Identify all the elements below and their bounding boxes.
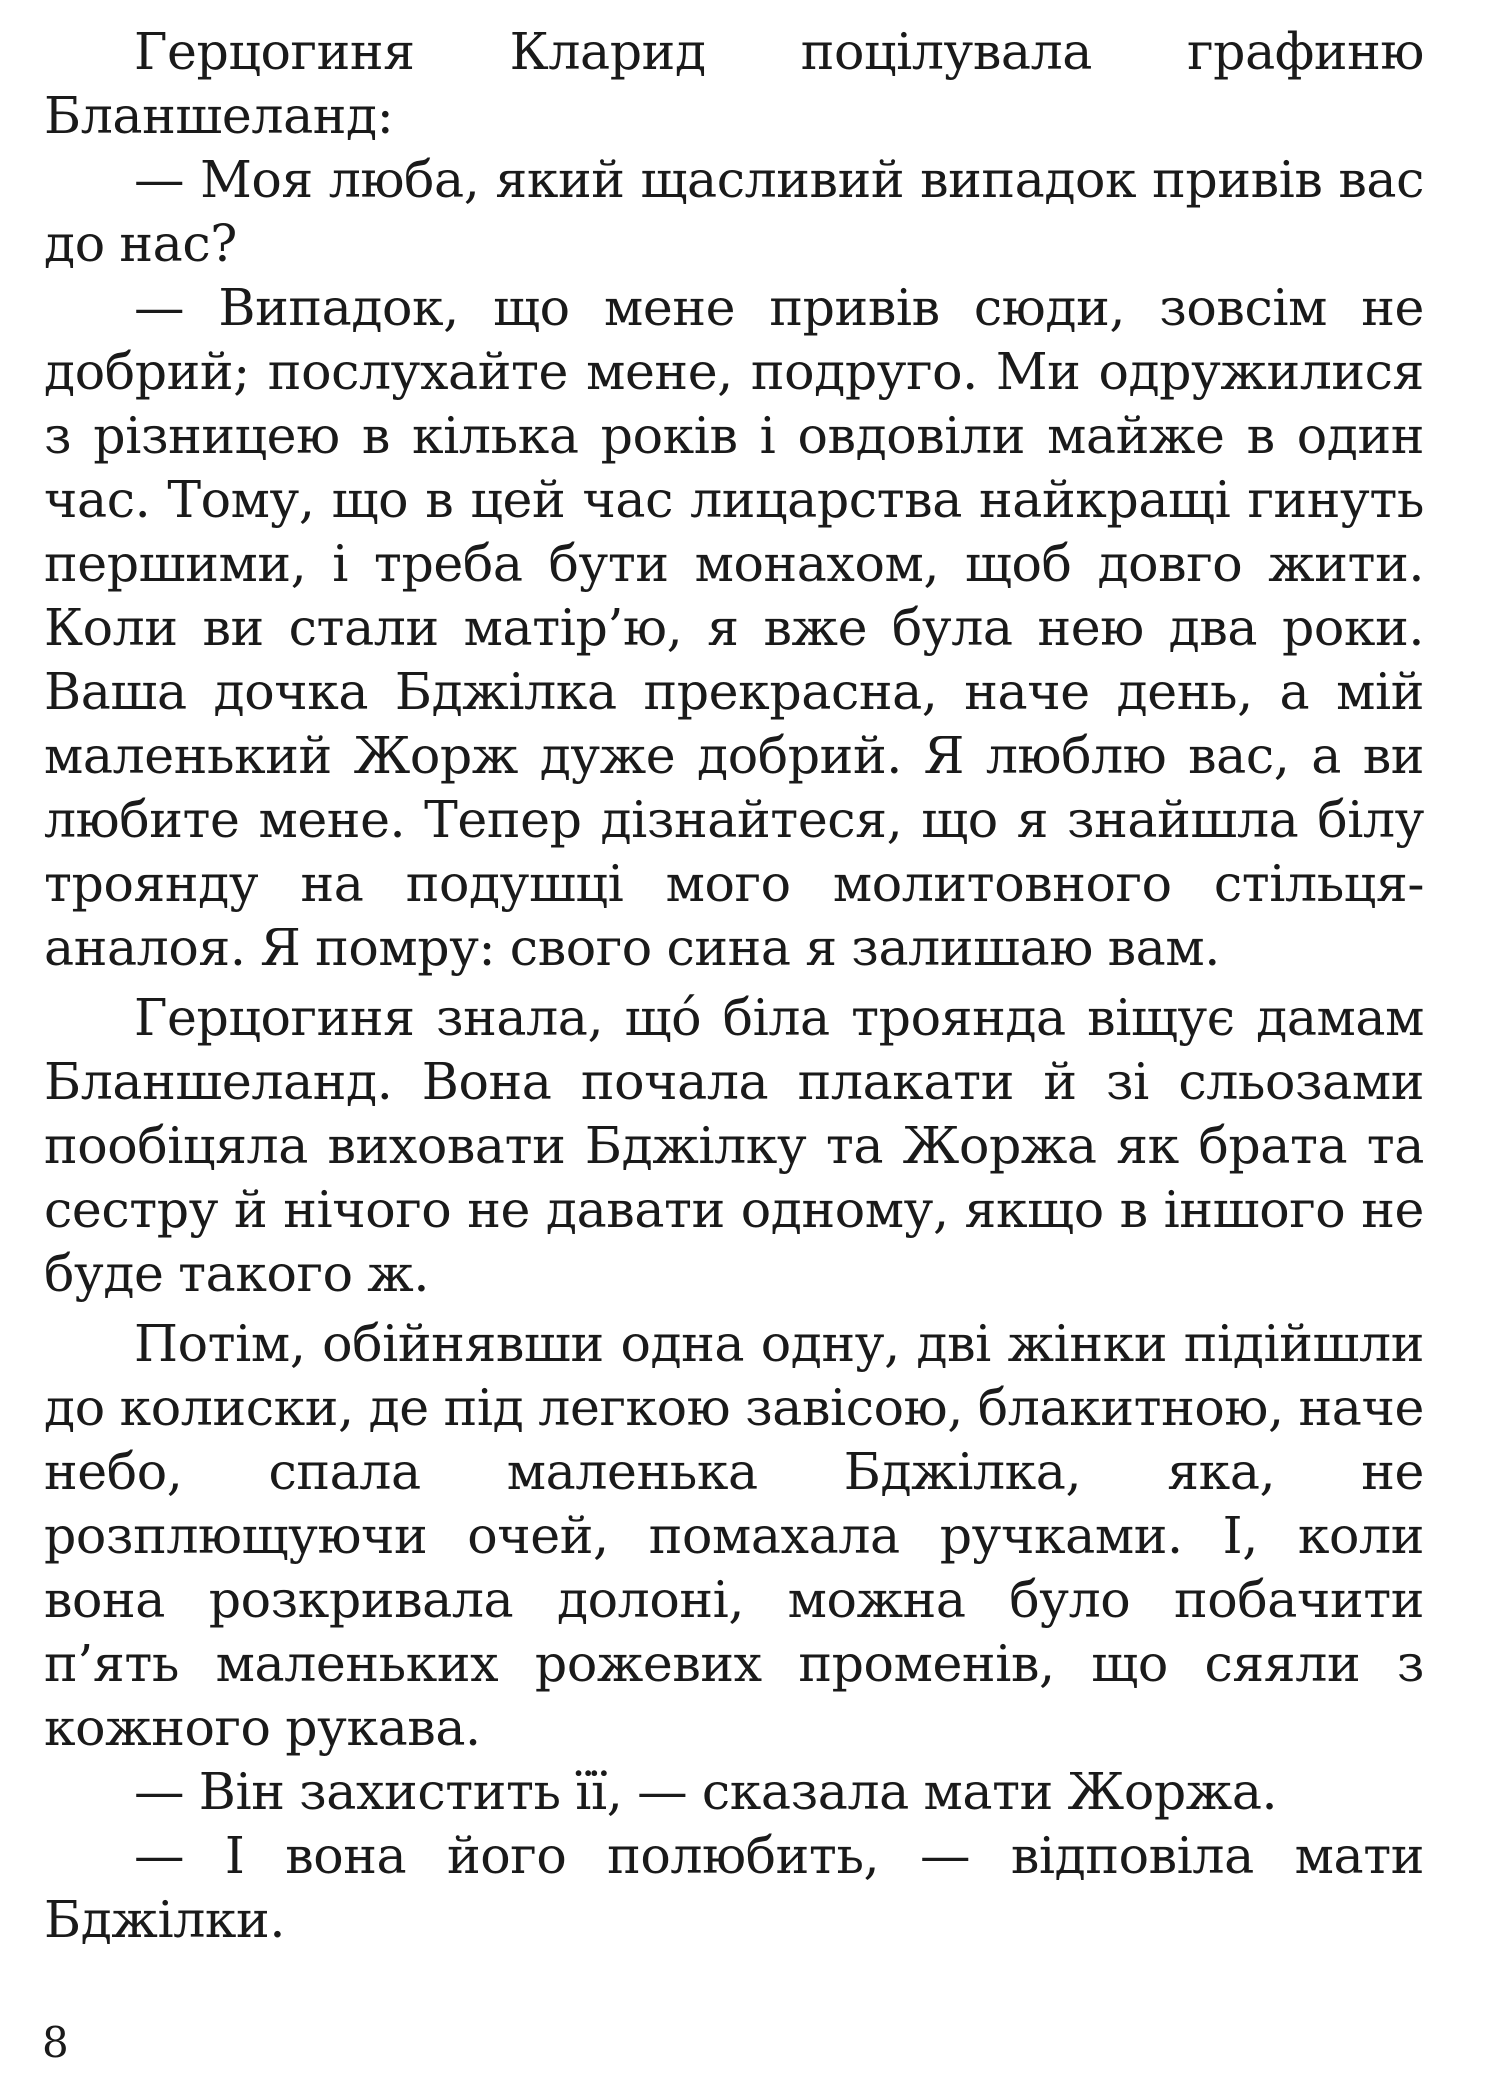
paragraph: — Він захистить її, — сказала мати Жоржа. [134, 1762, 1278, 1821]
body-text [44, 20, 1424, 1952]
paragraph: Герцогиня знала, щó біла троянда віщує дамам Бланшеланд. Вона почала плакати й зі сльозами пообіцяла виховати Бджілку та Жоржа як брата та сестру й нічого не давати одному, якщо в іншого не буде такого ж. [44, 988, 1424, 1303]
paragraph: — Моя люба, який щасливий випадок привів вас до нас? [44, 150, 1424, 273]
paragraph: — І вона його полюбить, — відповіла мати Бджілки. [44, 1826, 1424, 1949]
page-number: 8 [42, 2018, 69, 2067]
paragraph: — Випадок, що мене привів сюди, зовсім не добрий; послухайте мене, подруго. Ми одружилися з різницею в кілька років і овдовіли майже в один час. Тому, що в цей час лицарства найкращі гинуть першими, і треба бути монахом, щоб довго жити. Коли ви стали матір’ю, я вже була нею два роки. Ваша дочка Бджілка прекрасна, наче день, а мій маленький Жорж дуже добрий. Я люблю вас, а ви любите мене. Тепер дізнайтеся, що я знайшла білу троянду на подушці мого молитовного стільця-аналоя. Я помру: свого сина я залишаю вам. [44, 278, 1424, 977]
paragraph: Герцогиня Кларид поцілувала графиню Бланшеланд: [44, 22, 1424, 145]
paragraph: Потім, обійнявши одна одну, дві жінки підійшли до колиски, де під легкою завісою, блакитною, наче небо, спала маленька Бджілка, яка, не розплющуючи очей, помахала ручками. І, коли вона розкривала долоні, можна було побачити п’ять маленьких рожевих променів, що сяяли з кожного рукава. [44, 1314, 1424, 1757]
